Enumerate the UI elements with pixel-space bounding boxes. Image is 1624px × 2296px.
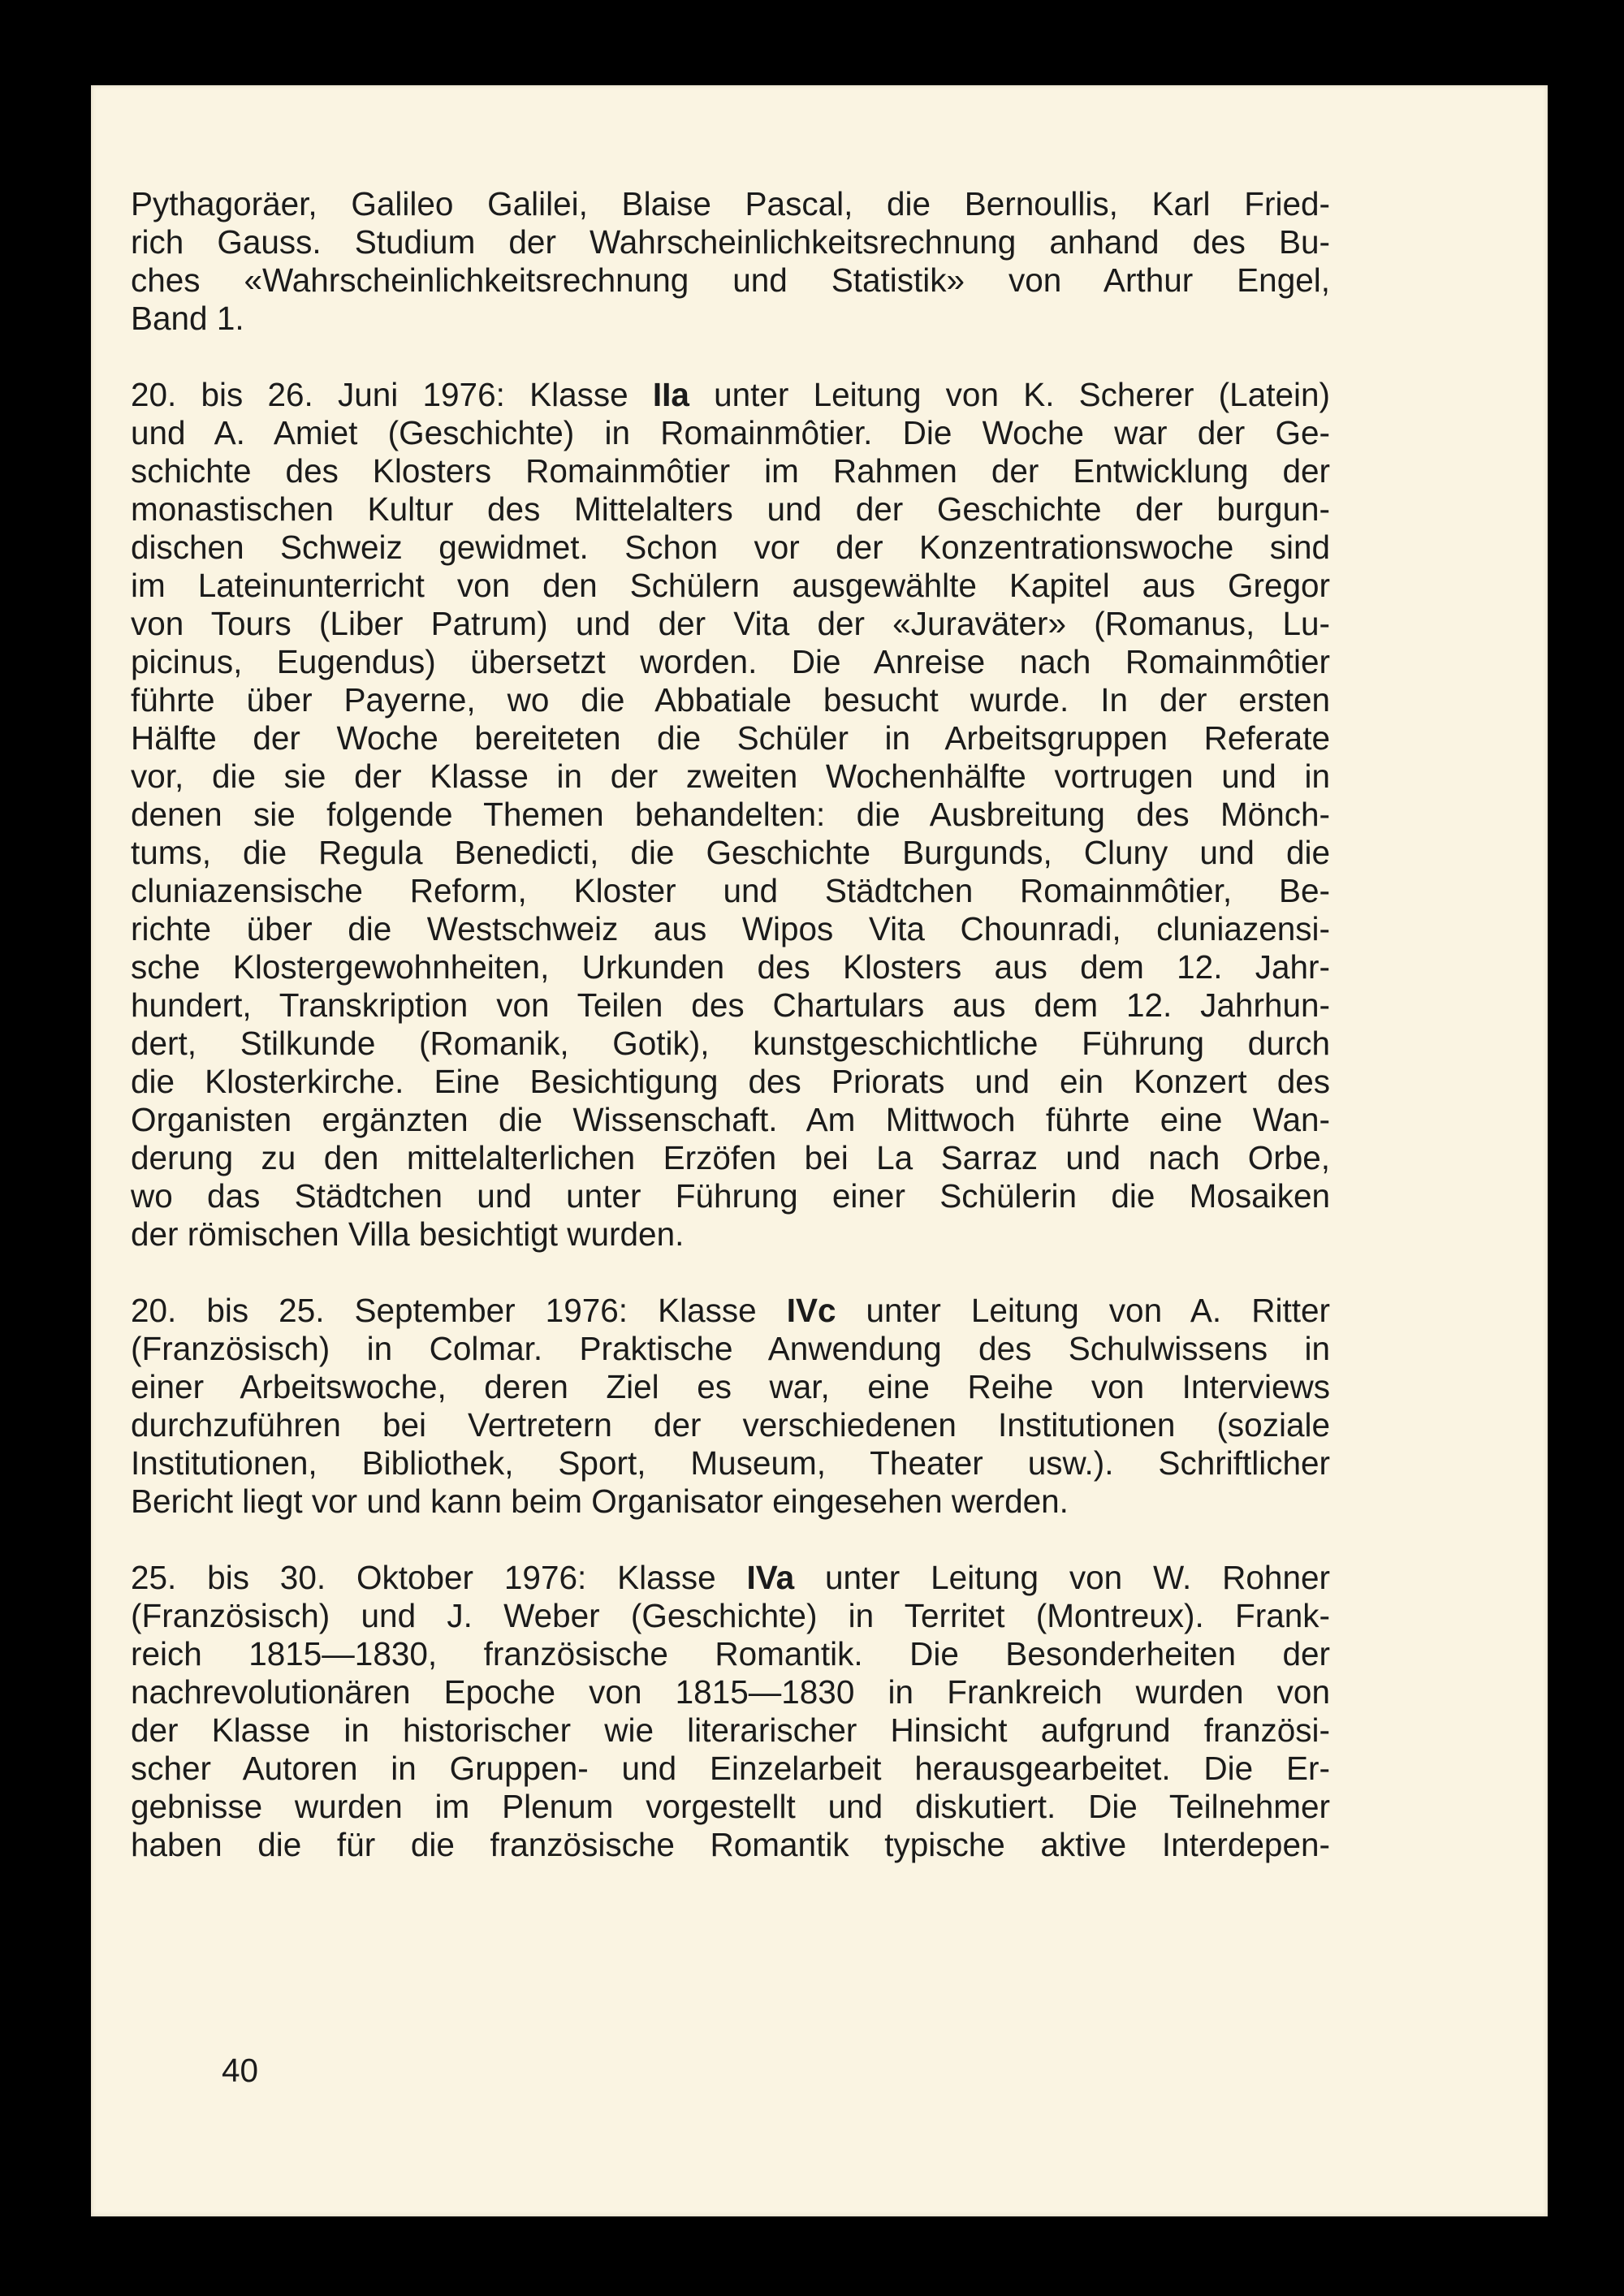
text-line: picinus, Eugendus) übersetzt worden. Die Anreise nach Romainmôtier [131,643,1330,680]
text-line: schichte des Klosters Romainmôtier im Rahmen der Entwicklung der [131,452,1330,490]
paragraph-2 [131,376,1330,1254]
text-fragment: unter Leitung von A. Ritter [836,1292,1330,1329]
text-line: der römischen Villa besichtigt wurden. [131,1215,685,1253]
paragraph-4 [131,1559,1330,1864]
text-line: tums, die Regula Benedicti, die Geschichte Burgunds, Cluny und die [131,834,1330,871]
text-line: reich 1815—1830, französische Romantik. Die Besonderheiten der [131,1635,1330,1672]
text-line: vor, die sie der Klasse in der zweiten Wochenhälfte vortrugen und in [131,757,1330,795]
text-line: nachrevolutionären Epoche von 1815—1830 in Frankreich wurden von [131,1673,1330,1711]
text-line: richte über die Westschweiz aus Wipos Vita Chounradi, cluniazensi- [131,910,1330,947]
text-line: und A. Amiet (Geschichte) in Romainmôtier. Die Woche war der Ge- [131,414,1330,451]
text-line: wo das Städtchen und unter Führung einer Schülerin die Mosaiken [131,1177,1330,1215]
text-line: von Tours (Liber Patrum) und der Vita der «Juraväter» (Romanus, Lu- [131,605,1330,642]
text-fragment: unter Leitung von K. Scherer (Latein) [689,376,1331,413]
text-line: haben die für die französische Romantik typische aktive Interdepen- [131,1826,1330,1863]
class-name: IVa [746,1559,795,1596]
text-line: Band 1. [131,300,244,337]
text-line: derung zu den mittelalterlichen Erzöfen bei La Sarraz und nach Orbe, [131,1139,1330,1176]
text-line: ches «Wahrscheinlichkeitsrechnung und Statistik» von Arthur Engel, [131,261,1330,299]
text-line: sche Klostergewohnheiten, Urkunden des Klosters aus dem 12. Jahr- [131,948,1330,986]
text-line: rich Gauss. Studium der Wahrscheinlichkeitsrechnung anhand des Bu- [131,223,1330,261]
text-line: Pythagoräer, Galileo Galilei, Blaise Pascal, die Bernoullis, Karl Fried- [131,185,1330,222]
text-line: der Klasse in historischer wie literarischer Hinsicht aufgrund französi- [131,1711,1330,1749]
class-name: IIa [652,376,689,413]
text-line: Bericht liegt vor und kann beim Organisator eingesehen werden. [131,1482,1069,1520]
text-line: Organisten ergänzten die Wissenschaft. Am Mittwoch führte eine Wan- [131,1101,1330,1138]
text-line [131,376,1330,414]
page-number: 40 [222,2052,259,2089]
text-line [131,1292,1330,1330]
text-line: führte über Payerne, wo die Abbatiale besucht wurde. In der ersten [131,681,1330,719]
text-line: dert, Stilkunde (Romanik, Gotik), kunstgeschichtliche Führung durch [131,1025,1330,1062]
text-line: hundert, Transkription von Teilen des Chartulars aus dem 12. Jahrhun- [131,986,1330,1024]
paragraph-3 [131,1292,1330,1521]
text-line: dischen Schweiz gewidmet. Schon vor der Konzentrationswoche sind [131,529,1330,566]
text-line: im Lateinunterricht von den Schülern ausgewählte Kapitel aus Gregor [131,567,1330,604]
text-line [131,1559,1330,1597]
text-line: einer Arbeitswoche, deren Ziel es war, eine Reihe von Interviews [131,1368,1330,1405]
text-fragment: unter Leitung von W. Rohner [794,1559,1330,1596]
text-fragment: 20. bis 25. September 1976: Klasse [131,1292,787,1329]
text-line: monastischen Kultur des Mittelalters und der Geschichte der burgun- [131,490,1330,528]
text-line: Institutionen, Bibliothek, Sport, Museum, Theater usw.). Schriftlicher [131,1444,1330,1482]
text-line: Hälfte der Woche bereiteten die Schüler in Arbeitsgruppen Referate [131,719,1330,757]
text-line: durchzuführen bei Vertretern der verschiedenen Institutionen (soziale [131,1406,1330,1444]
text-line: cluniazensische Reform, Kloster und Städtchen Romainmôtier, Be- [131,872,1330,909]
text-line: gebnisse wurden im Plenum vorgestellt und diskutiert. Die Teilnehmer [131,1788,1330,1825]
text-fragment: 20. bis 26. Juni 1976: Klasse [131,376,653,413]
text-line: (Französisch) in Colmar. Praktische Anwendung des Schulwissens in [131,1330,1330,1367]
text-line: (Französisch) und J. Weber (Geschichte) in Territet (Montreux). Frank- [131,1597,1330,1634]
text-line: denen sie folgende Themen behandelten: die Ausbreitung des Mönch- [131,796,1330,833]
class-name: IVc [786,1292,836,1329]
text-line: scher Autoren in Gruppen- und Einzelarbeit herausgearbeitet. Die Er- [131,1750,1330,1787]
paragraph-1 [131,185,1330,338]
text-fragment: 25. bis 30. Oktober 1976: Klasse [131,1559,747,1596]
text-line: die Klosterkirche. Eine Besichtigung des Priorats und ein Konzert des [131,1063,1330,1100]
document-body [131,185,1330,1902]
